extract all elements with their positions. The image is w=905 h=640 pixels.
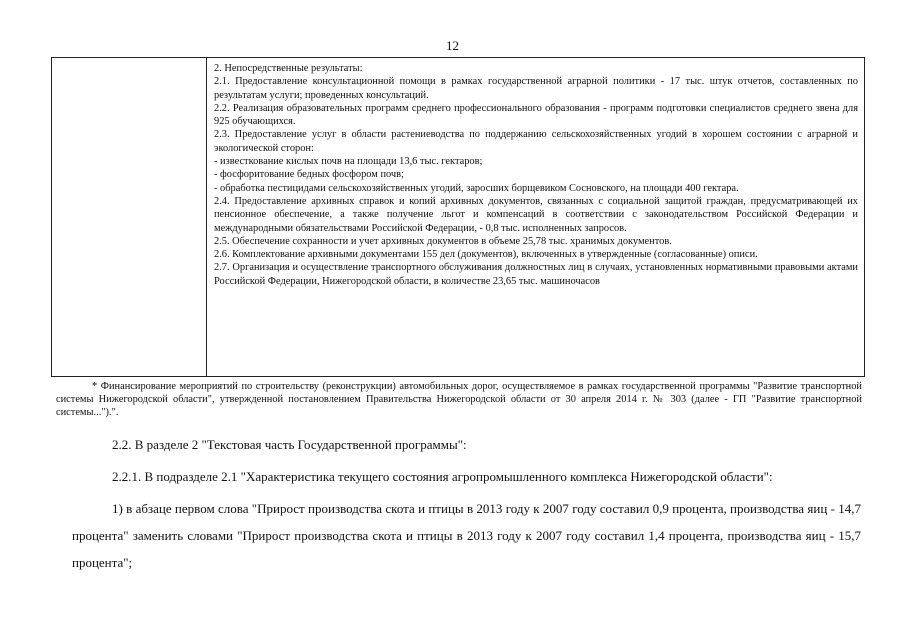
results-item-2-1: 2.1. Предоставление консультационной помощи в рамках государственной аграрной политики - 17 тыс. штук отчетов, составленных по результатам услуги; проведенных консультаций. <box>214 76 858 101</box>
results-heading: 2. Непосредственные результаты: <box>214 63 363 74</box>
results-content <box>207 58 864 290</box>
results-subitem-phosphating: - фосфоритование бедных фосфором почв; <box>214 169 404 181</box>
results-item-2-7: 2.7. Организация и осуществление транспортного обслуживания должностных лиц в случаях, установленных нормативными правовыми актами Российской Федерации, Нижегородской области, в количестве 23,65 тыс. машиночасов <box>214 262 858 287</box>
results-item-2-4: 2.4. Предоставление архивных справок и копий архивных документов, связанных с социальной защитой граждан, предусматривающей их пенсионное обеспечение, а также получение льгот и компенсаций в соответствии с законодательством Российской Федерации и международными обязательствами Российской Федерации, - 0,8 тыс. исполненных запросов. <box>214 195 858 234</box>
results-item-2-3: 2.3. Предоставление услуг в области растениеводства по поддержанию сельскохозяйственных угодий в хорошем состоянии с аграрной и экологической сторон: <box>214 129 858 154</box>
footnote: * Финансирование мероприятий по строительству (реконструкции) автомобильных дорог, осуществляемое в рамках государственной программы "Развитие транспортной системы Нижегородской области", утвержденной постановлением Правительства Нижегородской области от 30 апреля 2014 г. № 303 (далее - ГП "Развитие транспортной системы...").". <box>56 381 862 418</box>
results-subitem-pesticides: - обработка пестицидами сельскохозяйственных угодий, заросших борщевиком Сосновского, на площади 400 гектара. <box>214 182 739 194</box>
results-table <box>51 57 865 377</box>
results-item-2-6: 2.6. Комплектование архивными документами 155 дел (документов), включенных в утвержденные (согласованные) описи. <box>214 249 758 261</box>
section-2-2-heading: 2.2. В разделе 2 "Текстовая часть Государственной программы": <box>112 437 467 452</box>
amendment-item-1: 1) в абзаце первом слова "Прирост производства скота и птицы в 2013 году к 2007 году составил 0,9 процента, производства яиц - 14,7 процента" заменить словами "Прирост производства скота и птицы в 2013 году к 2007 году составил 1,4 процента, производства яиц - 15,7 процента"; <box>72 501 861 570</box>
section-2-2-1-heading: 2.2.1. В подразделе 2.1 "Характеристика текущего состояния агропромышленного комплекса Нижегородской области": <box>112 469 773 484</box>
body-text <box>72 431 861 576</box>
page-number: 12 <box>446 38 459 53</box>
table-cell-results <box>207 58 865 377</box>
table-row <box>52 58 865 377</box>
table-cell-empty <box>52 58 207 377</box>
results-item-2-2: 2.2. Реализация образовательных программ среднего профессионального образования - программ подготовки специалистов среднего звена для 925 обучающихся. <box>214 102 858 128</box>
results-subitem-liming: - известкование кислых почв на площади 13,6 тыс. гектаров; <box>214 156 483 168</box>
results-item-2-5: 2.5. Обеспечение сохранности и учет архивных документов в объеме 25,78 тыс. хранимых документов. <box>214 235 672 247</box>
